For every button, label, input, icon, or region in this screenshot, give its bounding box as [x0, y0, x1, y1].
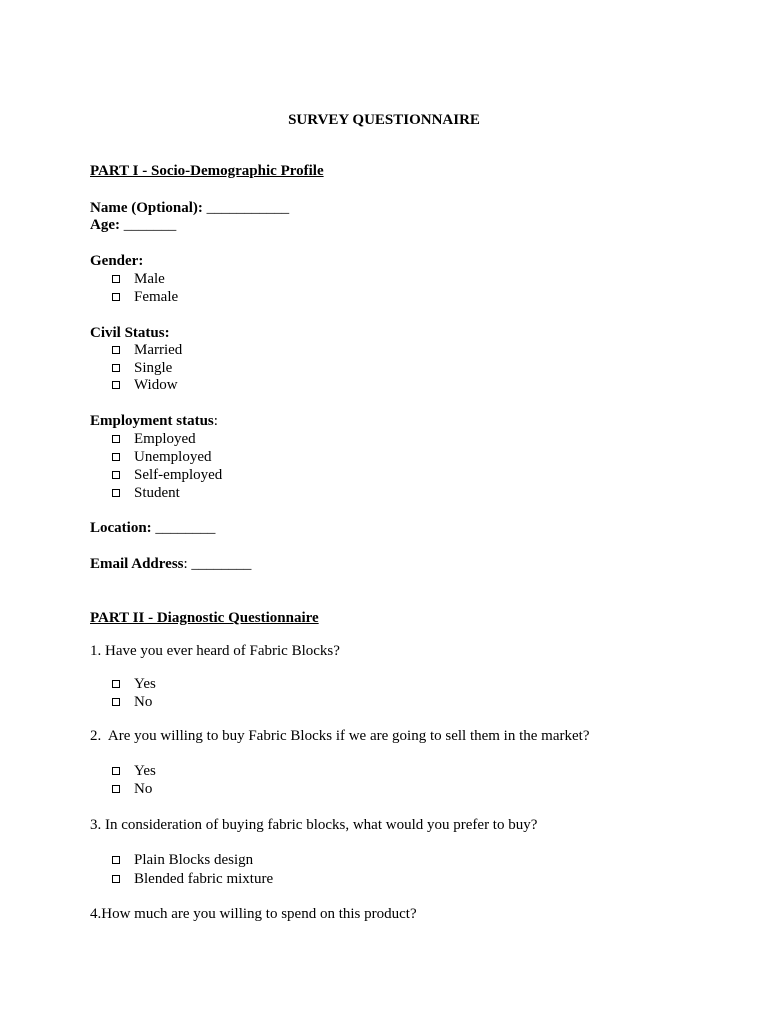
checkbox-icon[interactable] [112, 453, 120, 461]
checkbox-icon[interactable] [112, 680, 120, 688]
employment-label: Employment status [90, 413, 214, 429]
civil-option-married[interactable]: Married [112, 341, 182, 359]
q1-option-no[interactable]: No [112, 693, 152, 711]
civil-option-single[interactable]: Single [112, 359, 172, 377]
gender-option-female[interactable]: Female [112, 288, 178, 306]
checkbox-icon[interactable] [112, 698, 120, 706]
checkbox-icon[interactable] [112, 364, 120, 372]
checkbox-icon[interactable] [112, 435, 120, 443]
age-blank[interactable]: _______ [123, 217, 177, 233]
checkbox-icon[interactable] [112, 767, 120, 775]
page-title: SURVEY QUESTIONNAIRE [288, 112, 480, 128]
gender-option-male[interactable]: Male [112, 270, 165, 288]
checkbox-icon[interactable] [112, 785, 120, 793]
email-blank[interactable]: : ________ [183, 556, 252, 572]
question-3: 3. In consideration of buying fabric blocks, what would you prefer to buy? [90, 817, 538, 833]
employment-option-student[interactable]: Student [112, 484, 180, 502]
checkbox-icon[interactable] [112, 346, 120, 354]
location-blank[interactable]: ________ [155, 520, 216, 536]
gender-label: Gender: [90, 253, 144, 269]
employment-colon: : [213, 413, 218, 429]
q3-option-blended-fabric[interactable]: Blended fabric mixture [112, 870, 273, 888]
part1-heading: PART I - Socio-Demographic Profile [90, 163, 324, 179]
email-label: Email Address [90, 556, 184, 572]
q1-option-yes[interactable]: Yes [112, 675, 156, 693]
civil-option-widow[interactable]: Widow [112, 376, 178, 394]
question-4: 4.How much are you willing to spend on this product? [90, 906, 417, 922]
checkbox-icon[interactable] [112, 856, 120, 864]
question-1: 1. Have you ever heard of Fabric Blocks? [90, 643, 340, 659]
name-label: Name (Optional): [90, 200, 203, 216]
employment-status-line [90, 412, 218, 430]
checkbox-icon[interactable] [112, 471, 120, 479]
location-field-line [90, 519, 215, 537]
civil-status-label: Civil Status: [90, 325, 170, 341]
part2-heading: PART II - Diagnostic Questionnaire [90, 610, 319, 626]
age-label: Age: [90, 217, 120, 233]
q2-option-yes[interactable]: Yes [112, 762, 156, 780]
checkbox-icon[interactable] [112, 293, 120, 301]
name-blank[interactable]: ___________ [206, 200, 290, 216]
checkbox-icon[interactable] [112, 275, 120, 283]
checkbox-icon[interactable] [112, 489, 120, 497]
employment-option-employed[interactable]: Employed [112, 430, 196, 448]
location-label: Location: [90, 520, 152, 536]
employment-option-self-employed[interactable]: Self-employed [112, 466, 222, 484]
name-field-line [90, 199, 289, 217]
checkbox-icon[interactable] [112, 381, 120, 389]
checkbox-icon[interactable] [112, 875, 120, 883]
email-field-line [90, 555, 251, 573]
q2-option-no[interactable]: No [112, 780, 152, 798]
employment-option-unemployed[interactable]: Unemployed [112, 448, 211, 466]
age-field-line [90, 216, 176, 234]
question-2: 2. Are you willing to buy Fabric Blocks if we are going to sell them in the market? [90, 728, 590, 744]
q3-option-plain-blocks[interactable]: Plain Blocks design [112, 851, 253, 869]
